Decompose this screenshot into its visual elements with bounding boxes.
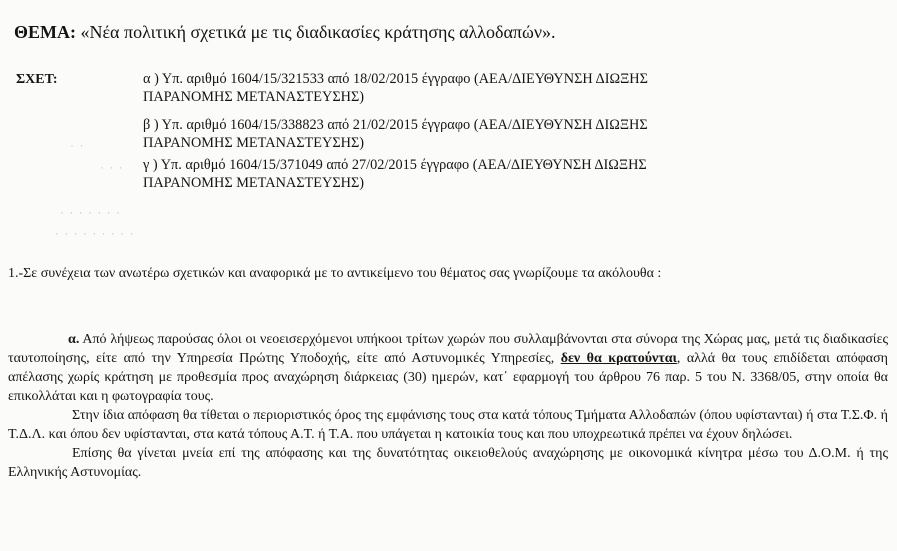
reference-b (143, 116, 648, 152)
reference-a-line1: α ) Υπ. αριθμό 1604/15/321533 από 18/02/2015 έγγραφο (ΑΕΑ/ΔΙΕΥΘΥΝΣΗ ΔΙΩΞΗΣ (143, 71, 648, 87)
scan-bleed-mark: · · (70, 138, 85, 152)
paragraph-alpha-text-before: Από λήψεως παρούσας όλοι οι νεοεισερχόμενοι υπήκοοι τρίτων χωρών που συλλαμβάνονται στα σύνορα της Χώρας μας, μετά τις διαδικασίες ταυτοποίησης, είτε από την Υπηρεσία Πρώτης Υποδοχής, είτε από Αστυνομικές Υπηρεσίες, (8, 332, 888, 366)
reference-c-line2: ΠΑΡΑΝΟΜΗΣ ΜΕΤΑΝΑΣΤΕΥΣΗΣ) (143, 175, 365, 191)
paragraph-alpha-emphasis: δεν θα κρατούνται (560, 351, 677, 366)
scan-bleed-mark: · · · · · · · (60, 205, 121, 219)
scan-bleed-mark: · · · · · · · · · (55, 226, 135, 240)
reference-b-line1: β ) Υπ. αριθμό 1604/15/338823 από 21/02/2015 έγγραφο (ΑΕΑ/ΔΙΕΥΘΥΝΣΗ ΔΙΩΞΗΣ (143, 117, 648, 133)
reference-c-line1: γ ) Υπ. αριθμό 1604/15/371049 από 27/02/2015 έγγραφο (ΑΕΑ/ΔΙΕΥΘΥΝΣΗ ΔΙΩΞΗΣ (143, 157, 647, 173)
paragraph-alpha (8, 330, 888, 482)
reference-c (143, 156, 647, 192)
subject-label: ΘΕΜΑ: (14, 22, 76, 42)
reference-a-line2: ΠΑΡΑΝΟΜΗΣ ΜΕΤΑΝΑΣΤΕΥΣΗΣ) (143, 89, 365, 105)
subject-line (14, 22, 555, 43)
paragraph-1: 1.-Σε συνέχεια των ανωτέρω σχετικών και αναφορικά με το αντικείμενο του θέματος σας γνωρίζουμε τα ακόλουθα : (8, 266, 662, 281)
reference-b-line2: ΠΑΡΑΝΟΜΗΣ ΜΕΤΑΝΑΣΤΕΥΣΗΣ) (143, 135, 365, 151)
subject-text: «Νέα πολιτική σχετικά με τις διαδικασίες κράτησης αλλοδαπών». (80, 22, 556, 42)
paragraph-3: Επίσης θα γίνεται μνεία επί της απόφασης και της δυνατότητας οικειοθελούς αναχώρησης με οικονομικά κίνητρα μέσω του Δ.Ο.Μ. ή της Ελληνικής Αστυνομίας. (8, 446, 888, 480)
reference-a (143, 70, 648, 106)
paragraph-2: Στην ίδια απόφαση θα τίθεται ο περιοριστικός όρος της εμφάνισης τους στα κατά τόπους Τμήματα Αλλοδαπών (όπου υφίστανται) ή στα Τ.Σ.Φ. ή Τ.Δ.Λ. και όπου δεν υφίστανται, στα κατά τόπους Α.Τ. ή Τ.Α. που υπάγεται η κατοικία τους και που υποχρεωτικά πρέπει να έχουν δηλώσει. (8, 408, 888, 442)
paragraph-alpha-text-after: , αλλά θα τους επιδίδεται απόφαση απέλασης χωρίς κράτηση με προθεσμία προς αναχώρηση διάρκειας (30) ημερών, κατ΄ εφαρμογή του άρθρου 76 παρ. 5 του Ν. 3368/05, στην οποία θα επικολλάται και η φωτογραφία τους. (8, 351, 888, 404)
paragraph-alpha-marker: α. (68, 332, 80, 347)
scan-bleed-mark: · · · (100, 160, 124, 174)
references-label: ΣΧΕΤ: (16, 72, 58, 87)
